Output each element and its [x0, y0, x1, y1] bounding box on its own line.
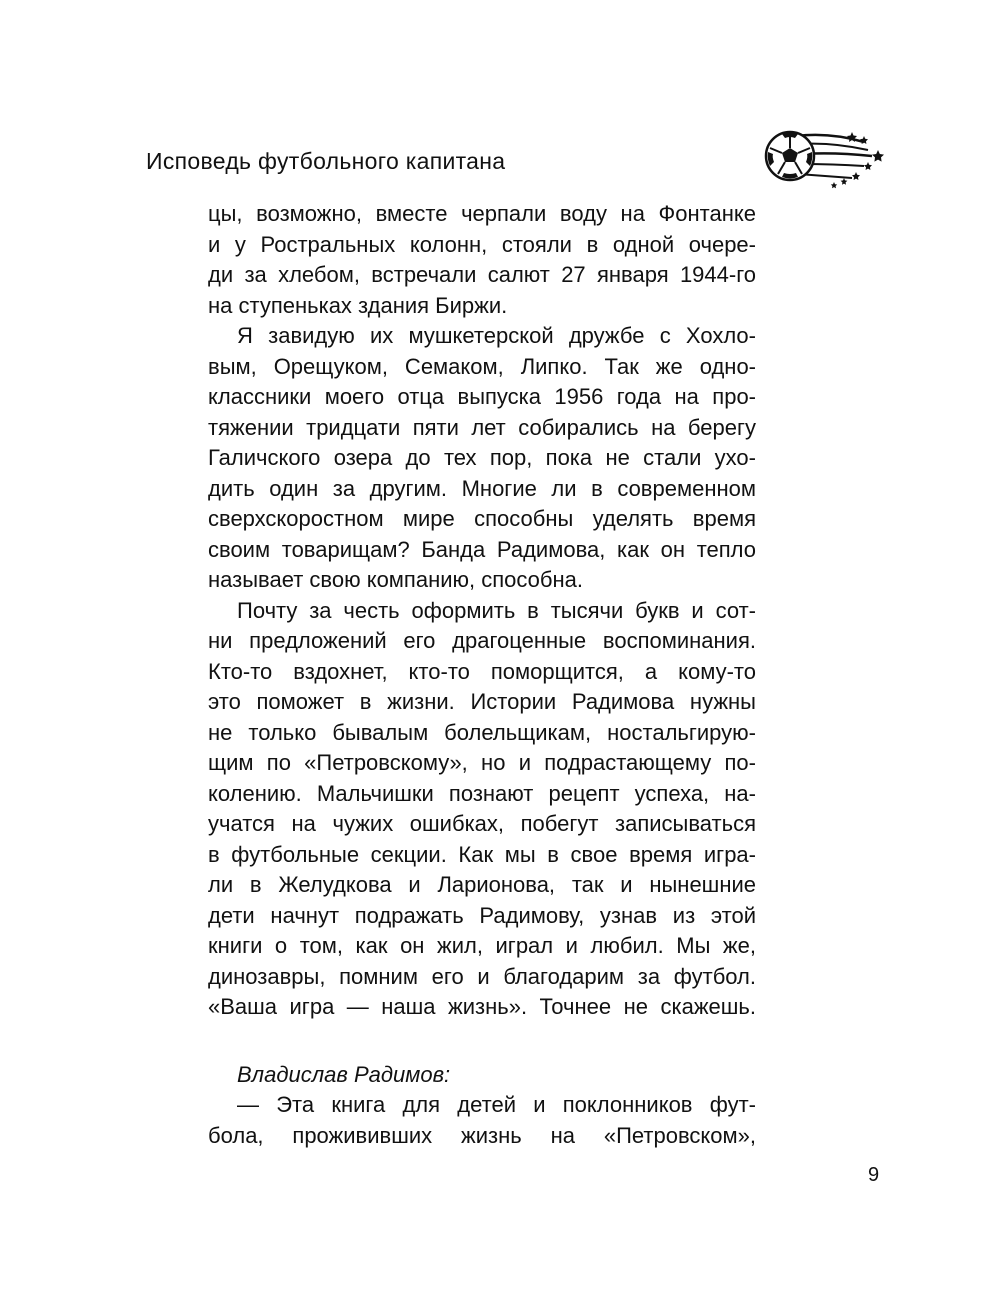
text-line: на ступеньках здания Биржи. — [208, 292, 508, 318]
text-line: вым, Орещуком, Семаком, Липко. Так же одно- — [208, 353, 756, 379]
text-line: бола, прожививших жизнь на «Петровском», — [208, 1122, 756, 1148]
speaker-name: Владислав Радимов: — [237, 1061, 451, 1087]
body-text — [208, 199, 756, 1151]
running-head: Исповедь футбольного капитана — [146, 148, 506, 174]
text-line: динозавры, помним его и благодарим за футбол. — [208, 963, 756, 989]
paragraph-4 — [208, 1090, 756, 1151]
text-line: Галичского озера до тех пор, пока не стали ухо- — [208, 445, 756, 470]
text-line: Почту за честь оформить в тысячи букв и сот- — [237, 597, 756, 623]
text-line: щим по «Петровскому», но и подрастающему по- — [208, 750, 756, 775]
text-line: классники моего отца выпуска 1956 года на про- — [208, 384, 756, 409]
speaker-block — [208, 1060, 756, 1091]
page-number: 9 — [868, 1164, 880, 1186]
text-line: не только бывалым болельщикам, ностальгирую- — [208, 719, 756, 745]
paragraph-2 — [208, 321, 756, 596]
paragraph-3 — [208, 596, 756, 1023]
text-line: Кто-то вздохнет, кто-то поморщится, а кому-то — [208, 658, 756, 684]
text-line: называет свою компанию, способна. — [208, 567, 583, 592]
football-ball-with-stars-icon — [760, 122, 886, 194]
text-line: — Эта книга для детей и поклонников фут- — [237, 1092, 756, 1117]
text-line: своим товарищам? Банда Радимова, как он тепло — [208, 536, 756, 562]
text-line: дить один за другим. Многие ли в современном — [208, 475, 756, 501]
text-line: книги о том, как он жил, играл и любил. Мы же, — [208, 933, 756, 958]
text-line: ди за хлебом, встречали салют 27 января 1944-го — [208, 262, 756, 287]
text-line: колению. Мальчишки познают рецепт успеха, на- — [208, 780, 756, 806]
text-line: это поможет в жизни. Истории Радимова нужны — [208, 689, 756, 714]
text-line: и у Ростральных колонн, стояли в одной очере- — [208, 231, 756, 257]
paragraph-gap — [208, 1023, 756, 1060]
text-line: учатся на чужих ошибках, побегут записываться — [208, 811, 756, 836]
text-line: «Ваша игра — наша жизнь». Точнее не скажешь. — [208, 994, 756, 1019]
text-line: тяжении тридцати пяти лет собирались на берегу — [208, 414, 756, 440]
paragraph-1 — [208, 199, 756, 321]
text-line: ли в Желудкова и Ларионова, так и нынешние — [208, 872, 756, 897]
text-line: в футбольные секции. Как мы в свое время игра- — [208, 841, 756, 867]
text-line: Я завидую их мушкетерской дружбе с Хохло- — [237, 323, 756, 348]
text-line: цы, возможно, вместе черпали воду на Фонтанке — [208, 201, 756, 226]
text-line: ни предложений его драгоценные воспоминания. — [208, 628, 756, 653]
text-line: дети начнут подражать Радимову, узнав из этой — [208, 902, 756, 928]
text-line: сверхскоростном мире способны уделять время — [208, 506, 756, 531]
